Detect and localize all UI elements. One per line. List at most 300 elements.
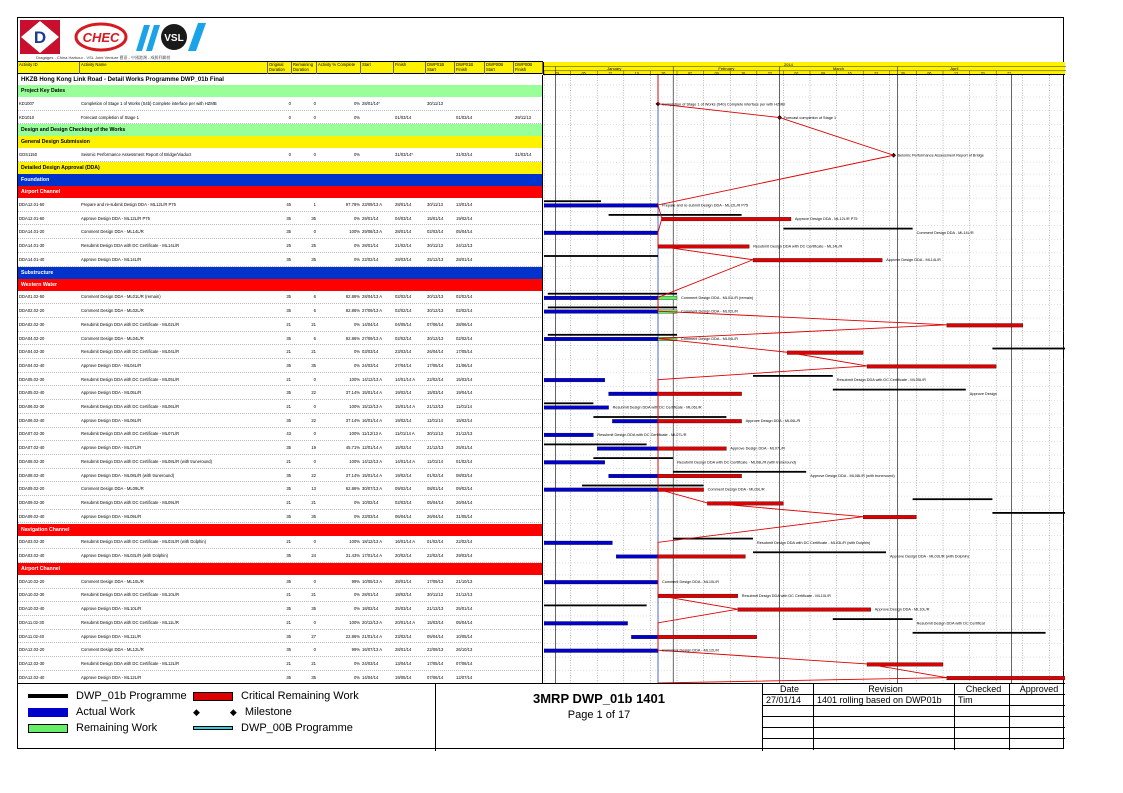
cell-id: DDA11.02-40 (19, 633, 45, 639)
legend-milestone (193, 706, 292, 718)
cell-st: 15/01/14 A (362, 472, 383, 478)
cell-name: Comment Design DDA - ML10L/R (81, 578, 144, 584)
bar-label: Resubmit Design DDA with DC Certificate - ML03L/R (with Dolphin) (757, 540, 871, 545)
logo-subtitle: Dragages - China Harbour - VSL Joint Venture 寶嘉 - 中國港灣 - 威勝利聯營 (36, 55, 171, 60)
cell-st: 10/05/13 A (362, 578, 383, 584)
cell-f1: 10/05/14 (456, 633, 473, 639)
col-original-duration[interactable]: Original Duration (268, 62, 292, 74)
wbs-band[interactable]: HKZB Hong Kong Link Road - Detail Works Programme DWP_01b Final (18, 75, 543, 85)
bar-label: Comment Design DDA - ML04L/R (681, 336, 738, 341)
rev-checked: Tim (955, 695, 1010, 706)
wbs-band[interactable]: General Design Submission (18, 136, 543, 148)
header-logos (18, 18, 543, 62)
cell-f1 (455, 97, 485, 110)
actual-bar (544, 649, 658, 653)
cell-f1: 15/02/14 (456, 417, 473, 423)
cell-od: 35 (286, 578, 291, 584)
cell-fi: 06/04/14 (395, 513, 412, 519)
cell-st: 18/12/13 A (362, 539, 383, 545)
cell-s0 (485, 345, 514, 358)
cell-pc: 100% (349, 229, 360, 235)
timeline-week: 12 (608, 71, 613, 75)
cell-s0 (485, 428, 514, 441)
cell-s0 (485, 575, 514, 588)
cell-s1: 17/05/14 (427, 660, 444, 666)
cell-s0 (485, 455, 514, 468)
actual-bar (544, 337, 658, 341)
cell-name: Resubmit Design DDA with DC Certificate - ML06L/R (81, 404, 180, 410)
timeline-week: 30 (900, 71, 905, 75)
cell-pc: 0% (353, 674, 360, 680)
gantt-chart (544, 75, 1065, 683)
cell-id: KD1007 (19, 100, 35, 106)
cell-f1: 21/12/13 (456, 431, 473, 437)
legend-actual-label: Actual Work (76, 706, 136, 718)
legend-dwp01b-swatch (28, 694, 68, 698)
vsl-logo (136, 21, 206, 53)
svg-text:D: D (33, 28, 47, 47)
cell-st: 28/01/14 (362, 243, 379, 249)
cell-name: Approve Design DDA - ML11L/R (81, 633, 141, 639)
activity-row[interactable] (18, 148, 543, 162)
cell-pc: 0% (353, 321, 360, 327)
cell-od: 21 (286, 321, 291, 327)
cell-f1: 26/10/13 (456, 647, 473, 653)
cell-rd: 1 (313, 201, 316, 207)
activity-row[interactable] (18, 212, 543, 226)
activity-row[interactable] (18, 387, 543, 401)
cell-f1: 21/12/13 (456, 592, 473, 598)
activity-row[interactable] (18, 510, 543, 524)
dwp01b-bar (913, 498, 993, 500)
cell-f1: 31/03/14 (456, 152, 473, 158)
col-dwp00b-finish[interactable]: DWP00B Finish (514, 62, 543, 74)
cell-od: 0 (288, 152, 291, 158)
timeline-week: 26 (661, 71, 666, 75)
cell-pc: 0% (353, 256, 360, 262)
bar-label: Approve Design DDA - ML03L/R (with Dolphin) (890, 554, 969, 559)
cell-s1: 11/01/14 (427, 417, 443, 423)
footer (18, 683, 1065, 750)
cell-s0 (485, 469, 514, 482)
cell-rd: 35 (311, 256, 316, 262)
bar-label: Prepare and re-submit Design DDA - ML12L/R P75 (662, 203, 749, 208)
cell-rd: 27 (311, 633, 316, 639)
dwp01b-bar (548, 334, 677, 336)
wbs-band[interactable]: Airport Channel (18, 563, 543, 575)
cell-f0 (514, 428, 543, 441)
timeline-week: 09 (821, 71, 825, 75)
cell-s0 (485, 332, 514, 345)
cell-f1: 21/10/13 (456, 578, 473, 584)
col-dwp01b-start[interactable]: DWP01B Start (426, 62, 455, 74)
activity-row[interactable] (18, 630, 543, 644)
cell-fi: 28/03/14 (395, 256, 412, 262)
activity-row[interactable] (18, 291, 543, 305)
cell-s0 (485, 198, 514, 211)
cell-pc: 82.86% (345, 308, 360, 314)
cell-s1: 17/05/14 (427, 362, 444, 368)
critical-remaining-bar (658, 474, 742, 478)
activity-row[interactable] (18, 345, 543, 359)
legend-dwp01b (28, 690, 187, 702)
cell-st: 24/03/14 (362, 362, 379, 368)
wbs-band[interactable]: Design and Design Checking of the Works (18, 124, 543, 136)
timeline-week: 27 (1007, 71, 1012, 75)
activity-row[interactable] (18, 549, 543, 563)
bar-label: Comment Design DDA - ML14L/R (916, 230, 974, 235)
critical-remaining-bar (863, 515, 916, 519)
cell-f0 (514, 657, 543, 670)
cell-s1: 30/11/13 (427, 243, 443, 249)
cell-od: 0 (288, 100, 291, 106)
critical-remaining-bar (658, 392, 742, 396)
dwp01b-bar (609, 214, 742, 216)
cell-fi: 28/01/14 (395, 578, 412, 584)
bar-label: Approve Design DDA - ML12L/R P75 (795, 217, 858, 222)
activity-row[interactable] (18, 359, 543, 373)
cell-st: 20/12/13 A (362, 619, 383, 625)
cell-s0 (485, 496, 514, 509)
cell-s1: 21/12/13 (427, 606, 444, 612)
bar-label: Approve Design DDA - ML10L/R (874, 607, 930, 612)
revision-table (763, 684, 1065, 751)
timeline-week: 13 (954, 71, 958, 75)
cell-s0 (485, 549, 514, 562)
cell-f1: 02/02/14 (456, 294, 473, 300)
cell-st: 15/01/14 A (362, 390, 383, 396)
activity-row[interactable] (18, 253, 543, 267)
legend-milestone-label: Milestone (244, 706, 292, 718)
critical-remaining-bar (658, 447, 726, 451)
activity-row[interactable] (18, 671, 543, 683)
cell-name: Resubmit Design DDA with DC Certificate - ML14L/R (81, 243, 180, 249)
cell-pc: 100% (349, 619, 360, 625)
cell-f1: 25/01/14 (456, 606, 473, 612)
cell-od: 35 (286, 308, 291, 314)
cell-rd: 35 (311, 606, 316, 612)
cell-s1: 30/11/13 (427, 431, 443, 437)
cell-f0 (514, 414, 543, 427)
cell-pc: 37.14% (345, 390, 360, 396)
cell-id: DDA09.02-20 (19, 486, 45, 492)
legend-dwp00b (193, 722, 353, 734)
cell-od: 35 (286, 486, 291, 492)
activity-row[interactable] (18, 373, 543, 387)
cell-s0 (485, 253, 514, 266)
dwp01b-bar (593, 416, 726, 418)
activity-row[interactable] (18, 239, 543, 253)
cell-rd: 21 (311, 592, 316, 598)
legend-actual (28, 706, 135, 718)
cell-f1: 12/07/14 (456, 674, 473, 680)
timeline-week: 23 (874, 71, 879, 75)
cell-name: Approve Design DDA - ML10L/R (81, 606, 142, 612)
activity-row[interactable] (18, 657, 543, 671)
cell-st: 27/09/13 A (362, 308, 383, 314)
dwp01b-bar (544, 402, 593, 404)
cell-od: 35 (286, 633, 291, 639)
cell-s0 (485, 671, 514, 683)
cell-f0 (514, 212, 543, 225)
cell-id: DDA04.02-40 (19, 362, 45, 368)
cell-s1: 05/04/14 (427, 633, 444, 639)
col-remaining-duration[interactable]: Remaining Duration (292, 62, 317, 74)
cell-fi: 02/02/14 (395, 335, 412, 341)
bar-label: Comment Design DDA - ML01L/R (remain) (681, 295, 754, 300)
cell-st: 03/03/14 (362, 349, 379, 355)
bar-label: Resubmit Design DDA with DC Certificat (916, 621, 985, 626)
cell-id: DDA08.02-40 (19, 472, 45, 478)
activity-row[interactable] (18, 536, 543, 550)
cell-fi: 19/05/14 (395, 674, 412, 680)
col-start[interactable]: Start (361, 62, 394, 74)
rev-col-revision: Revision (814, 684, 955, 695)
col-activity-name[interactable]: Activity Name (80, 62, 268, 74)
activity-row[interactable] (18, 616, 543, 630)
milestone-diamond-icon: ◆ (193, 706, 200, 717)
cell-fi: 23/03/14 (395, 349, 412, 355)
timeline-week: 29 (555, 71, 559, 75)
cell-fi: 23/02/14 (395, 633, 412, 639)
cell-s1: 30/11/13 (427, 100, 443, 106)
critical-remaining-bar (753, 258, 882, 262)
activity-row[interactable] (18, 97, 543, 111)
wbs-band[interactable]: Project Key Dates (18, 85, 543, 97)
cell-pc: 31.43% (345, 553, 360, 559)
bar-label: Forecast completion of Stage 1 (783, 115, 837, 120)
cell-f0 (514, 441, 543, 454)
cell-od: 35 (286, 445, 291, 451)
cell-id: DDA10.02-30 (19, 592, 45, 598)
cell-pc: 97.78% (345, 201, 360, 207)
cell-rd: 6 (313, 308, 316, 314)
cell-od: 21 (286, 376, 291, 382)
wbs-band[interactable]: Navigation Channel (18, 524, 543, 536)
cell-f0 (514, 469, 543, 482)
cell-pc: 0% (353, 513, 360, 519)
bar-label: Comment Design DDA - ML02L/R (681, 309, 738, 314)
timeline-week: 23 (767, 71, 772, 75)
cell-fi: 04/03/14 (395, 215, 412, 221)
activity-row[interactable] (18, 428, 543, 442)
legend-critical-label: Critical Remaining Work (241, 690, 359, 702)
cell-od: 35 (286, 472, 291, 478)
bar-label: Comment Design DDA - ML10L/R (662, 580, 719, 585)
cell-f1: 01/03/14 (456, 114, 473, 120)
cell-st: 12/01/14 A (362, 445, 383, 451)
cell-fi: 04/05/14 (395, 321, 412, 327)
cell-rd: 25 (311, 243, 316, 249)
activity-row[interactable] (18, 304, 543, 318)
cell-id: DDA10.02-40 (19, 606, 45, 612)
cell-f0 (514, 291, 543, 304)
activity-row[interactable] (18, 111, 543, 125)
cell-id: DDA04.02-20 (19, 335, 45, 341)
cell-od: 35 (286, 606, 291, 612)
schedule-sheet (17, 17, 1064, 749)
cell-s1: 05/04/14 (427, 499, 444, 505)
col-finish[interactable]: Finish (394, 62, 426, 74)
activity-row[interactable] (18, 332, 543, 346)
activity-row[interactable] (18, 643, 543, 657)
col-dwp01b-finish[interactable]: DWP01B Finish (455, 62, 485, 74)
cell-rd: 0 (313, 431, 316, 437)
cell-st: 29/08/13 A (362, 229, 383, 235)
cell-fi: 11/01/14 A (395, 431, 415, 437)
svg-text:VSL: VSL (164, 33, 184, 44)
cell-st (361, 111, 394, 124)
cell-f0 (514, 387, 543, 400)
cell-od: 45 (286, 201, 291, 207)
activity-row[interactable] (18, 414, 543, 428)
cell-f0 (514, 97, 543, 110)
cell-od: 21 (286, 660, 291, 666)
actual-bar (544, 204, 658, 208)
critical-remaining-bar (867, 365, 996, 369)
cell-name: Resubmit Design DDA with DC Certificate - ML02L/R (81, 321, 180, 327)
cell-pc: 100% (349, 376, 360, 382)
activity-row[interactable] (18, 226, 543, 240)
col-activity-id[interactable]: Activity ID (18, 62, 80, 74)
cell-s0 (485, 510, 514, 523)
cell-f1: 25/01/14 (456, 445, 473, 451)
bar-label: Approve Design (969, 391, 997, 396)
cell-f0 (514, 373, 543, 386)
cell-id: DDA12.02-30 (19, 660, 45, 666)
cell-rd: 6 (313, 294, 316, 300)
cell-od: 21 (286, 619, 291, 625)
cell-id: DDA02.02-30 (19, 321, 45, 327)
dwp01b-bar (913, 632, 1046, 634)
activity-row[interactable] (18, 455, 543, 469)
cell-name: Approve Design DDA - ML08L/R (with truneround) (81, 472, 175, 478)
cell-f1: 19/02/14 (456, 215, 473, 221)
wbs-band[interactable]: Western Water (18, 279, 543, 291)
activity-row[interactable] (18, 575, 543, 589)
bar-label: Resubmit Design DDA with DC Certificate - ML14L/R (753, 244, 843, 249)
revision-row-empty (763, 739, 1065, 750)
col-dwp00b-start[interactable]: DWP00B Start (485, 62, 514, 74)
cell-rd: 22 (311, 390, 316, 396)
cell-f1: 05/04/14 (456, 619, 473, 625)
cell-pc: 100% (349, 458, 360, 464)
cell-id: DDA04.02-30 (19, 349, 45, 355)
cell-s1: 01/02/14 (427, 539, 444, 545)
cell-id: DDA14.01-30 (19, 243, 45, 249)
cell-id: DDA12.01-50 (19, 201, 45, 207)
cell-fi: 14/01/14 A (395, 458, 416, 464)
cell-od: 21 (286, 499, 291, 505)
cell-f0 (514, 318, 543, 331)
cell-st: 28/04/13 A (362, 294, 383, 300)
cell-rd: 35 (311, 513, 316, 519)
col-percent-complete[interactable]: Activity % Complete (317, 62, 361, 74)
cell-rd: 21 (311, 499, 316, 505)
cell-od: 35 (286, 335, 291, 341)
activity-row[interactable] (18, 482, 543, 496)
cell-rd: 0 (313, 619, 316, 625)
cell-f1: 19/04/14 (456, 390, 473, 396)
wbs-band[interactable]: Foundation (18, 174, 543, 186)
cell-f0 (514, 496, 543, 509)
bar-label: Resubmit Design DDA with DC Certificate - ML08L/R (with truneround) (677, 460, 797, 465)
cell-s1 (426, 111, 455, 124)
cell-id: DDA02.02-20 (19, 308, 45, 314)
cell-s1: 30/11/13 (427, 201, 443, 207)
cell-st: 10/02/14 (362, 499, 379, 505)
cell-pc: 99% (351, 578, 360, 584)
wbs-band[interactable]: Detailed Design Approval (DDA) (18, 162, 543, 174)
cell-pc: 45.71% (345, 445, 360, 451)
cell-st: 14/04/14 (362, 321, 379, 327)
wbs-band[interactable]: Substructure (18, 267, 543, 279)
cell-id: DDA09.02-40 (19, 513, 45, 519)
cell-st: 23/03/14 (362, 513, 379, 519)
dwp01b-bar (992, 512, 1065, 514)
activity-row[interactable] (18, 496, 543, 510)
activity-row[interactable] (18, 589, 543, 603)
cell-st (361, 148, 394, 161)
cell-name: Approve Design DDA - ML14L/R (81, 256, 142, 262)
wbs-band[interactable]: Airport Channel (18, 186, 543, 198)
bar-label: Approve Design DDA - ML08L/R (with truneround) (810, 473, 895, 478)
cell-rd: 35 (311, 215, 316, 221)
activity-row[interactable] (18, 198, 543, 212)
cell-f0 (514, 253, 543, 266)
rev-text: 1401 rolling based on DWP01b (814, 695, 955, 706)
cell-rd: 0 (313, 404, 316, 410)
cell-id: DDA14.01-20 (19, 229, 45, 235)
cell-f1: 22/02/14 (456, 539, 473, 545)
cell-name: Resubmit Design DDA with DC Certificate - ML12L/R (81, 660, 180, 666)
cell-s1: 07/06/14 (427, 674, 444, 680)
cell-name: Approve Design DDA - ML04L/R (81, 362, 142, 368)
rev-date: 27/01/14 (763, 695, 814, 706)
cell-s0 (485, 226, 514, 239)
activity-row[interactable] (18, 469, 543, 483)
activity-row[interactable] (18, 318, 543, 332)
cell-rd: 0 (313, 647, 316, 653)
timeline-year: 2014 (784, 62, 793, 67)
cell-s0 (485, 616, 514, 629)
cell-f0 (514, 400, 543, 413)
cell-rd: 0 (313, 114, 316, 120)
activity-row[interactable] (18, 441, 543, 455)
activity-row[interactable] (18, 400, 543, 414)
cell-id: DDA06.02-40 (19, 417, 45, 423)
cell-s1: 22/09/13 (427, 647, 444, 653)
cell-fi: 28/01/14 (395, 201, 412, 207)
cell-id: DDA12.02-20 (19, 647, 45, 653)
activity-row[interactable] (18, 602, 543, 616)
timeline-header (543, 62, 1065, 75)
timeline-month: April (950, 66, 959, 71)
cell-id: DDA03.02-30 (19, 539, 45, 545)
cell-name: Approve Design DDA - ML03L/R (with Dolphin) (81, 553, 169, 559)
cell-od: 21 (286, 592, 291, 598)
cell-f1: 09/02/14 (456, 486, 473, 492)
cell-f0 (514, 602, 543, 615)
cell-f0 (514, 198, 543, 211)
cell-rd: 21 (311, 660, 316, 666)
timeline-week: 05 (581, 71, 586, 75)
cell-s0 (485, 657, 514, 670)
cell-f0 (514, 510, 543, 523)
cell-rd: 21 (311, 321, 316, 327)
cell-fi: 20/02/14 (395, 553, 412, 559)
cell-s0 (485, 482, 514, 495)
